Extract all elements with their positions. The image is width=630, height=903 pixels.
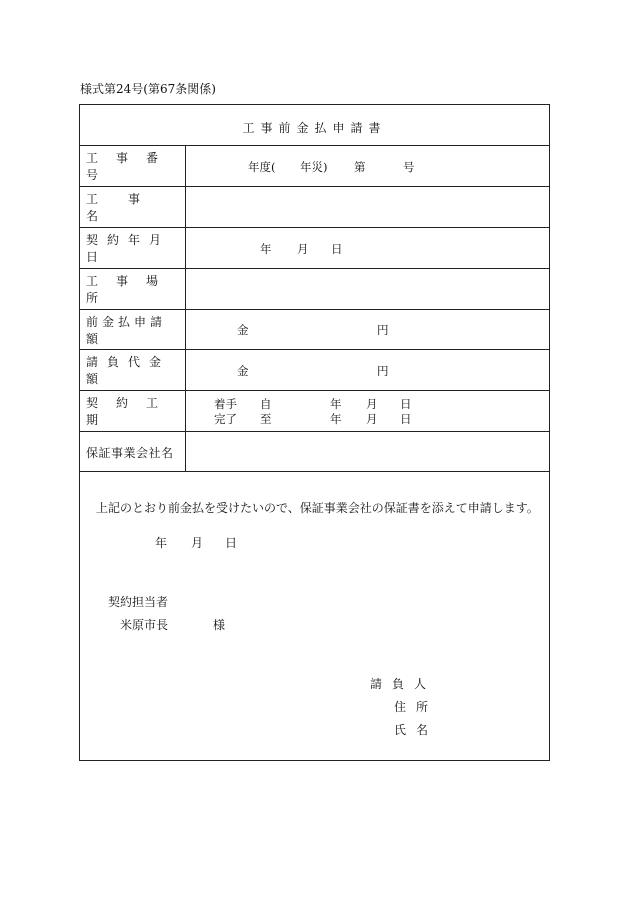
value-day: 日	[331, 242, 343, 256]
addressee-name: 米原市長	[120, 618, 169, 632]
value-end-month: 月	[366, 412, 378, 426]
row-label: 契約年月日	[86, 233, 171, 264]
addressee-role: 契約担当者	[108, 595, 169, 609]
column-divider	[185, 145, 186, 471]
value-end-day: 日	[400, 412, 412, 426]
value-number-prefix: 第	[354, 160, 366, 174]
value-start-label: 着手	[214, 397, 237, 411]
value-month: 月	[297, 242, 309, 256]
value-start-month: 月	[366, 397, 378, 411]
applicant-address-label: 住所	[394, 700, 439, 714]
row-label: 契約工期	[86, 396, 177, 427]
value-from: 自	[260, 397, 272, 411]
label-contract-date	[86, 228, 179, 268]
value-yen-prefix: 金	[237, 364, 249, 378]
value-start-year: 年	[330, 397, 342, 411]
date-day: 日	[225, 536, 238, 550]
addressee-honorific: 様	[213, 618, 226, 632]
form-title: 工事前金払申請書	[242, 121, 387, 135]
value-yen-prefix: 金	[237, 323, 249, 337]
label-guarantee-company	[86, 432, 179, 472]
value-disaster-year: 年災)	[300, 160, 328, 174]
application-form	[79, 104, 550, 761]
value-to: 至	[260, 412, 272, 426]
value-number-suffix: 号	[403, 160, 415, 174]
applicant-name-label: 氏名	[394, 723, 439, 737]
row-label: 工事場所	[86, 274, 177, 305]
row-label: 保証事業会社名	[86, 445, 174, 460]
date-month: 月	[191, 536, 204, 550]
row-label: 工事名	[86, 192, 171, 223]
row-label: 請負代金額	[86, 355, 171, 386]
value-end-label: 完了	[214, 412, 237, 426]
value-fiscal-year: 年度(	[248, 160, 276, 174]
applicant-title: 請負人	[370, 677, 437, 691]
row-label: 前金払申請額	[86, 315, 167, 346]
statement: 上記のとおり前金払を受けたいので、保証事業会社の保証書を添えて申請します。	[96, 501, 539, 515]
form-id: 様式第24号(第67条関係)	[80, 82, 216, 96]
label-construction-name	[86, 187, 179, 227]
value-yen-unit: 円	[377, 323, 389, 337]
label-contract-amount	[86, 350, 179, 390]
value-end-year: 年	[330, 412, 342, 426]
label-advance-amount	[86, 310, 179, 350]
date-year: 年	[155, 536, 168, 550]
label-construction-number	[86, 146, 179, 186]
row-label: 工事番号	[86, 151, 177, 182]
label-construction-site	[86, 269, 179, 309]
label-contract-period	[86, 391, 179, 431]
value-yen-unit: 円	[377, 364, 389, 378]
value-year: 年	[260, 242, 272, 256]
value-start-day: 日	[400, 397, 412, 411]
